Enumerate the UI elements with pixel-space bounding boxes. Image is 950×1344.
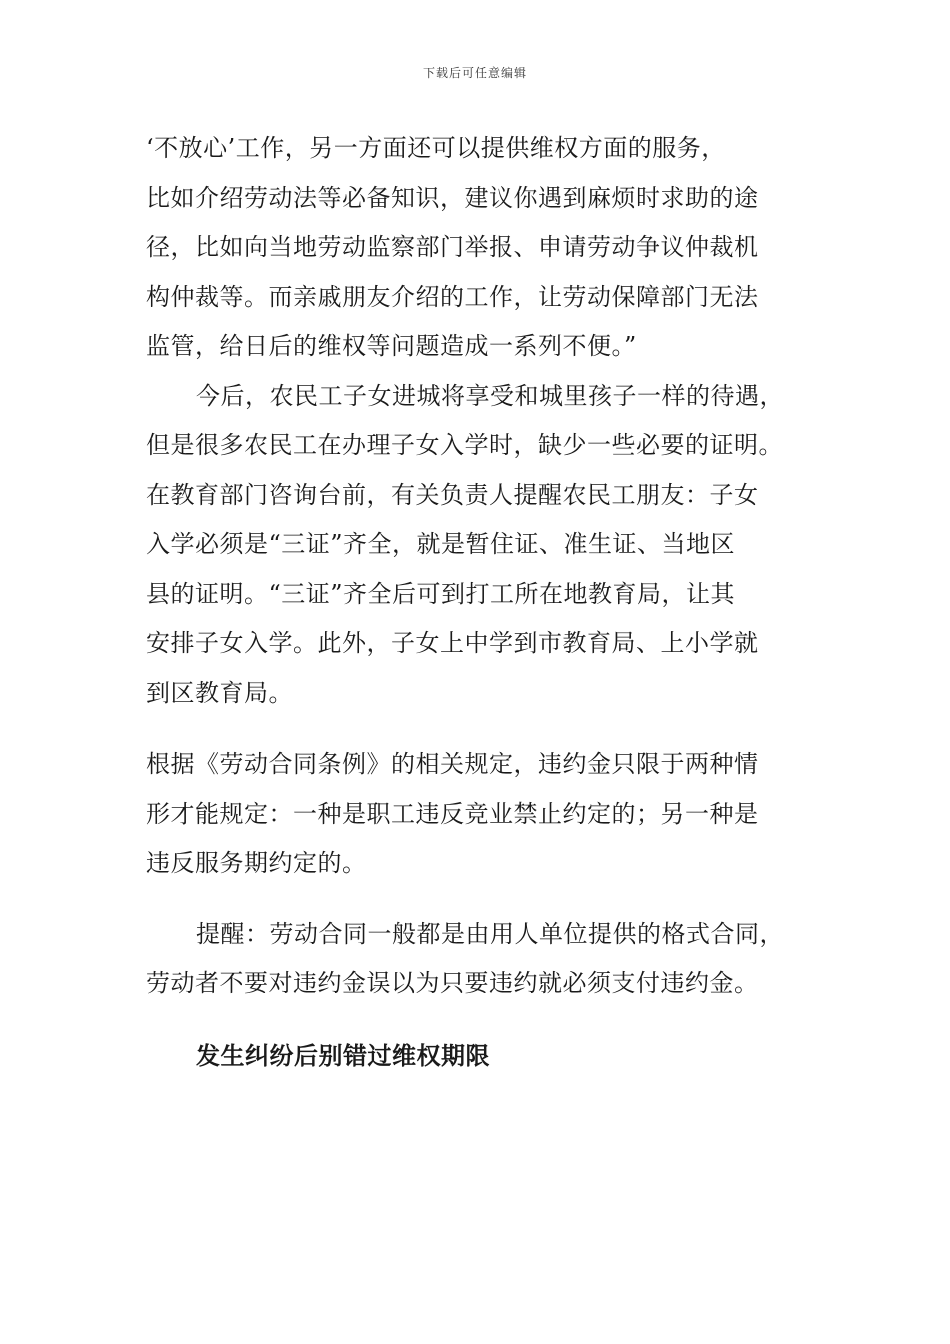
text-line: 比如介绍劳动法等必备知识，建议你遇到麻烦时求助的途	[146, 183, 759, 212]
text-line: 入学必须是“三证”齐全，就是暂住证、准生证、当地区	[146, 530, 736, 558]
text-line: 径，比如向当地劳动监察部门举报、申请劳动争议仲裁机	[146, 233, 759, 261]
text-line: 县的证明。“三证”齐全后可到打工所在地教育局，让其	[146, 579, 736, 608]
text-line: 监管，给日后的维权等问题造成一系列不便。”	[146, 332, 637, 360]
section-heading	[146, 1031, 806, 1081]
paragraph-4	[146, 910, 806, 1009]
paragraph-2	[146, 372, 806, 719]
text-line: 今后，农民工子女进城将享受和城里孩子一样的待遇，	[196, 381, 784, 410]
text-line: 安排子女入学。此外，子女上中学到市教育局、上小学就	[146, 629, 759, 657]
text-line: 劳动者不要对违约金误以为只要违约就必须支付违约金。	[146, 969, 759, 997]
text-line: 构仲裁等。而亲戚朋友介绍的工作，让劳动保障部门无法	[146, 282, 759, 311]
paragraph-1	[146, 124, 806, 372]
document-body	[146, 124, 806, 1080]
heading-text: 发生纠纷后别错过维权期限	[196, 1040, 490, 1070]
page-header: 下载后可任意编辑	[422, 66, 527, 80]
paragraph-3	[146, 740, 806, 889]
text-line: 提醒：劳动合同一般都是由用人单位提供的格式合同，	[196, 919, 784, 948]
text-line: 根据《劳动合同条例》的相关规定，违约金只限于两种情	[146, 750, 759, 778]
text-line: ‘不放心’工作，另一方面还可以提供维权方面的服务，	[146, 134, 726, 162]
text-line: 到区教育局。	[146, 678, 293, 707]
text-line: 但是很多农民工在办理子女入学时，缺少一些必要的证明。	[146, 431, 783, 459]
text-line: 违反服务期约定的。	[146, 849, 367, 877]
text-line: 形才能规定：一种是职工违反竞业禁止约定的；另一种是	[146, 799, 759, 828]
text-line: 在教育部门咨询台前，有关负责人提醒农民工朋友：子女	[146, 480, 759, 509]
